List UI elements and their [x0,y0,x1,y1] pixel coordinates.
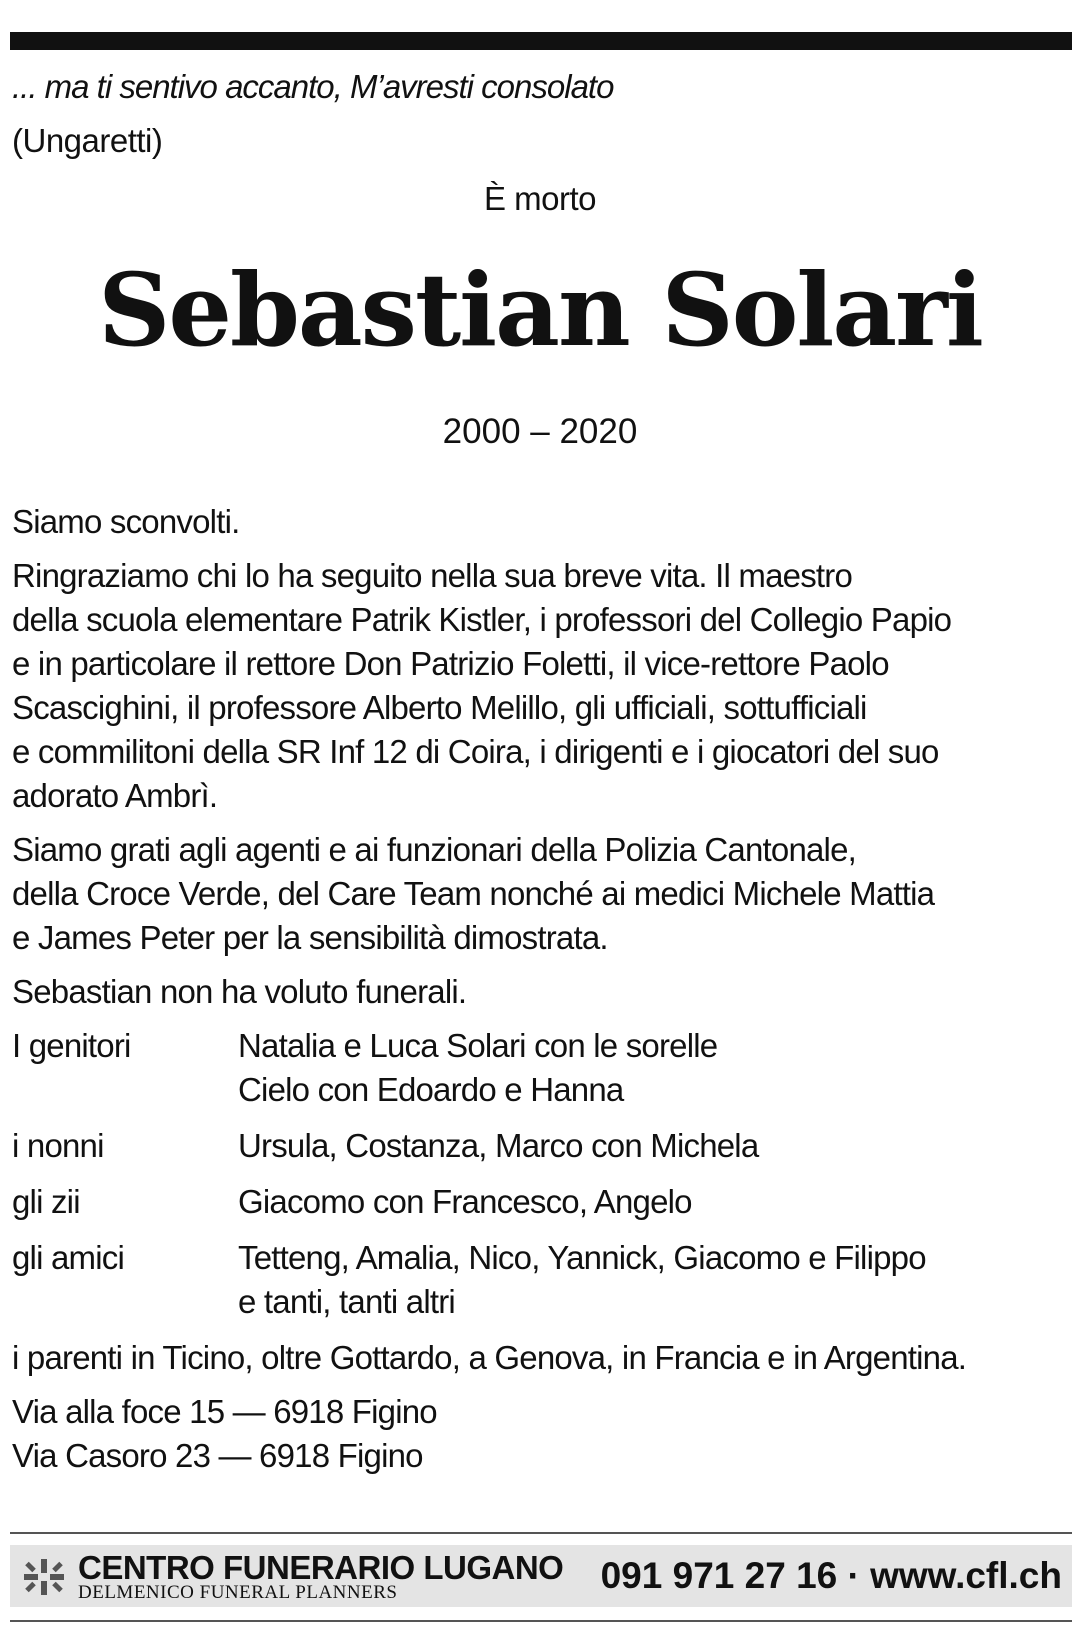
family-relation: gli amici [12,1239,124,1276]
deceased-name: Sebastian Solari [98,251,982,369]
family-names: Giacomo con Francesco, Angelo [238,1183,692,1220]
obituary-body [12,500,1072,1488]
death-announcement: È morto [483,180,597,217]
footer-rule-top [10,1532,1072,1534]
addresses: Via alla foce 15 — 6918 Figino Via Casoro 23 — 6918 Figino [12,1393,437,1474]
family-relation: I genitori [12,1027,131,1064]
paragraph: Siamo sconvolti. [12,503,240,540]
family-names: Ursula, Costanza, Marco con Michela [238,1127,759,1164]
top-rule [10,32,1072,50]
epigraph-quote: ... ma ti sentivo accanto, M’avresti consolato [12,68,614,105]
life-years: 2000 – 2020 [442,412,638,451]
family-relation: i nonni [12,1127,104,1164]
paragraph: Ringraziamo chi lo ha seguito nella sua breve vita. Il maestro della scuola elementare Patrik Kistler, i professori del Collegio Papio e in particolare il rettore Don Patrizio Foletti, il vice-rettore Paolo Scascighini, il professore Alberto Melillo, gli ufficiali, sottufficiali e commilitoni della SR Inf 12 di Coira, i dirigenti e i giocatori del suo adorato Ambrì. [12,557,952,814]
cfl-logo-icon [22,1557,66,1597]
paragraph: Siamo grati agli agenti e ai funzionari della Polizia Cantonale, della Croce Verde, del Care Team nonché ai medici Michele Mattia e James Peter per la sensibilità dimostrata. [12,831,935,956]
family-row [12,1180,1072,1224]
paragraph: Sebastian non ha voluto funerali. [12,973,467,1010]
family-row [12,1124,1072,1168]
relatives-line: i parenti in Ticino, oltre Gottardo, a Genova, in Francia e in Argentina. [12,1339,967,1376]
family-names: Natalia e Luca Solari con le sorelle Cielo con Edoardo e Hanna [238,1027,718,1108]
family-row [12,1024,1072,1112]
funeral-home-tagline: DELMENICO FUNERAL PLANNERS [78,1582,398,1603]
family-row [12,1236,1072,1324]
family-names: Tetteng, Amalia, Nico, Yannick, Giacomo e Filippo e tanti, tanti altri [238,1239,926,1320]
funeral-home-name: CENTRO FUNERARIO LUGANO [78,1549,564,1586]
family-relation: gli zii [12,1183,80,1220]
funeral-home-contact: 091 971 27 16 · www.cfl.ch [600,1555,1062,1596]
epigraph-author: (Ungaretti) [12,122,163,159]
footer-rule-bottom [10,1620,1072,1622]
funeral-home-footer [10,1545,1072,1607]
